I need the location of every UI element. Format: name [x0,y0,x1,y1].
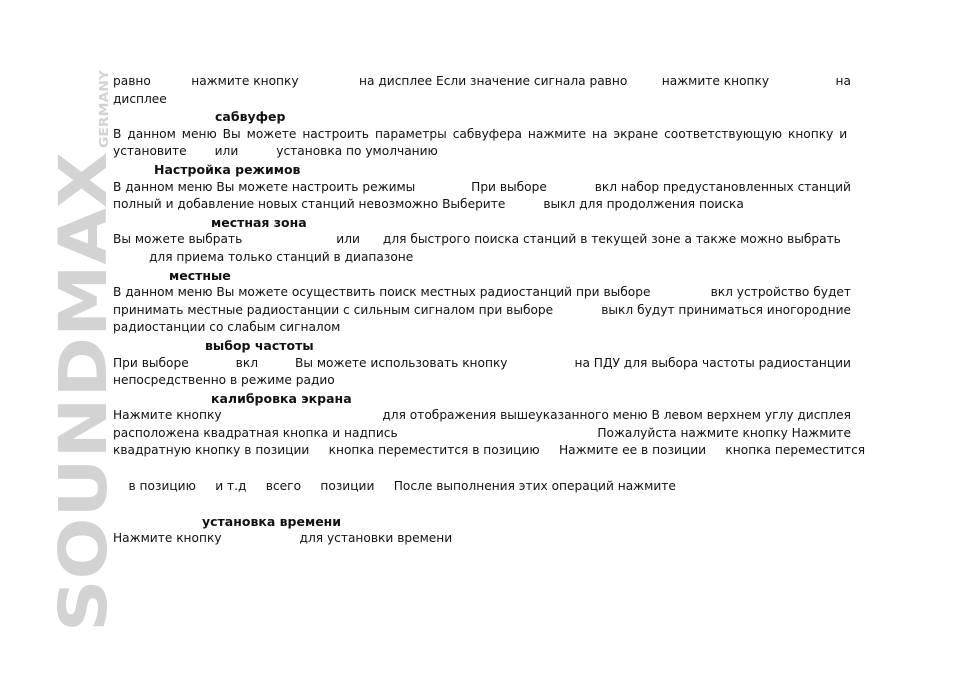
subwoofer-line-1 [113,126,851,144]
intro-text: равно [113,74,151,88]
freq-text: вкл [235,355,259,370]
local-line-2 [113,302,851,320]
heading-local: местные [169,267,231,283]
local-line-3: радиостанции со слабым сигналом [113,320,341,335]
heading-subwoofer: сабвуфер [215,109,286,125]
local-text: вкл устройство будет [710,285,851,300]
calib-text: в позицию и т.д всего позиции После выполнения этих операций нажмите [128,478,676,493]
freq-line-2: непосредственно в режиме радио [113,373,335,388]
modes-text: выкл для продолжения поиска [543,197,744,212]
freq-line-1 [113,355,851,373]
calib-text: квадратную кнопку в позиции кнопка переместится в позицию Нажмите ее в позиции кнопка переместится [113,443,866,458]
subwoofer-line-2 [113,143,851,161]
time-text: Нажмите кнопку [113,531,222,546]
modes-line-1 [113,179,851,197]
subwoofer-text: установка по умолчанию [276,144,438,159]
local-zone-line-1 [113,231,851,249]
time-text: для установки времени [299,531,453,546]
modes-text: При выборе [471,179,547,194]
heading-time: установка времени [202,513,342,529]
intro-text: нажмите кнопку [191,74,299,88]
calib-text: расположена квадратная кнопка и надпись [113,425,398,440]
calib-line-2 [113,425,851,443]
local-text: выкл будут приниматься иногородние [601,302,851,317]
watermark-brand: SOUNDMAX [45,197,122,632]
subwoofer-text: В данном меню Вы можете настроить параметры сабвуфера нажмите на экране соответствующую кнопку и [113,126,848,141]
freq-text: на ПДУ для выбора частоты радиостанции [574,355,851,370]
intro-text: на дисплее Если значение сигнала равно [359,74,628,88]
heading-frequency: выбор частоты [205,337,314,353]
intro-line-2: дисплее [113,91,167,106]
local-zone-text: Вы можете выбрать [113,232,243,247]
modes-text: вкл набор предустановленных станций [594,179,851,194]
subwoofer-text: или [214,144,239,159]
watermark-sub: GERMANY [97,80,111,148]
freq-text: При выборе [113,355,189,370]
time-line-1 [113,530,851,548]
local-zone-text: для быстрого поиска станций в текущей зоне а также можно выбрать [382,232,841,247]
local-text: В данном меню Вы можете осуществить поиск местных радиостанций при выборе [113,285,651,300]
local-zone-line-2: для приема только станций в диапазоне [149,249,414,264]
soundmax-logo [45,70,122,640]
local-text: принимать местные радиостанции с сильным сигналом при выборе [113,302,554,317]
calib-text: Пожалуйста нажмите кнопку Нажмите [597,425,851,440]
modes-text: В данном меню Вы можете настроить режимы [113,179,416,194]
intro-line-1 [113,73,851,91]
subwoofer-text: установите [113,144,187,159]
heading-calibration: калибровка экрана [211,390,352,406]
soundmax-watermark [45,70,122,640]
modes-line-2 [113,196,851,214]
calib-line-3 [113,442,866,460]
heading-modes: Настройка режимов [154,161,301,177]
manual-text [113,73,866,548]
calib-text: для отображения вышеуказанного меню В левом верхнем углу дисплея [382,408,851,423]
calib-text: Нажмите кнопку [113,408,222,423]
calib-line-4 [113,460,851,513]
local-line-1 [113,284,851,302]
modes-text: полный и добавление новых станций невозможно Выберите [113,197,506,212]
freq-text: Вы можете использовать кнопку [294,355,508,370]
heading-local-zone: местная зона [211,214,307,230]
intro-text: на [835,74,851,88]
intro-text: нажмите кнопку [661,74,770,88]
calib-line-1 [113,407,851,425]
local-zone-text: или [336,232,360,247]
